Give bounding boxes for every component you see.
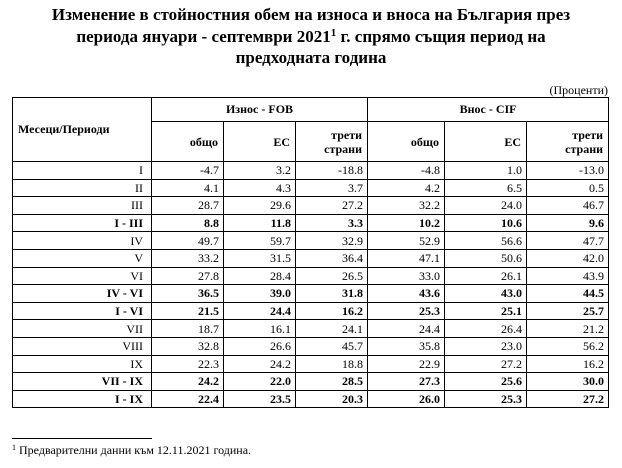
- col-import-total: общо: [368, 122, 445, 162]
- col-import-third-line1: трети: [572, 127, 604, 142]
- value-cell: -18.8: [296, 162, 368, 180]
- value-cell: 31.8: [296, 285, 368, 303]
- footnote-text: Предварителни данни към 12.11.2021 година.: [16, 443, 252, 457]
- title-line-2: [0, 26, 622, 48]
- value-cell: 25.7: [527, 302, 609, 320]
- period-label: VII: [13, 320, 152, 338]
- value-cell: 29.6: [224, 197, 296, 215]
- value-cell: 16.1: [224, 320, 296, 338]
- value-cell: 24.2: [224, 355, 296, 373]
- table-row: [13, 214, 609, 232]
- col-export-third-line2: страни: [324, 141, 363, 156]
- value-cell: 4.3: [224, 179, 296, 197]
- title-line-2-text: периода януари - септември 2021: [76, 26, 331, 46]
- value-cell: 28.5: [296, 373, 368, 391]
- value-cell: 18.7: [152, 320, 224, 338]
- value-cell: -13.0: [527, 162, 609, 180]
- value-cell: 26.5: [296, 267, 368, 285]
- table-row: [13, 179, 609, 197]
- value-cell: 26.1: [445, 267, 527, 285]
- value-cell: 8.8: [152, 214, 224, 232]
- value-cell: 22.0: [224, 373, 296, 391]
- period-label: VIII: [13, 337, 152, 355]
- col-export-eu: ЕС: [224, 122, 296, 162]
- period-label: IV: [13, 232, 152, 250]
- footnote: [12, 443, 251, 458]
- period-label: IX: [13, 355, 152, 373]
- period-label: VI: [13, 267, 152, 285]
- period-label: I: [13, 162, 152, 180]
- value-cell: 43.9: [527, 267, 609, 285]
- value-cell: 24.4: [368, 320, 445, 338]
- col-import-eu: ЕС: [445, 122, 527, 162]
- title-line-2-tail: г. спрямо същия период на: [336, 26, 546, 46]
- table-row: [13, 355, 609, 373]
- page-title: [0, 4, 622, 69]
- value-cell: 22.9: [368, 355, 445, 373]
- value-cell: 28.7: [152, 197, 224, 215]
- value-cell: 25.6: [445, 373, 527, 391]
- export-header: Износ - FOB: [152, 98, 368, 122]
- value-cell: 32.2: [368, 197, 445, 215]
- value-cell: 39.0: [224, 285, 296, 303]
- col-export-third-line1: трети: [331, 127, 363, 142]
- footnote-marker: 1: [12, 443, 16, 452]
- value-cell: 56.6: [445, 232, 527, 250]
- value-cell: 6.5: [445, 179, 527, 197]
- value-cell: 49.7: [152, 232, 224, 250]
- value-cell: 26.6: [224, 337, 296, 355]
- value-cell: 24.2: [152, 373, 224, 391]
- period-label: I - III: [13, 214, 152, 232]
- value-cell: 56.2: [527, 337, 609, 355]
- value-cell: 22.3: [152, 355, 224, 373]
- value-cell: 10.6: [445, 214, 527, 232]
- value-cell: 10.2: [368, 214, 445, 232]
- value-cell: 23.5: [224, 390, 296, 408]
- value-cell: 47.7: [527, 232, 609, 250]
- value-cell: 44.5: [527, 285, 609, 303]
- value-cell: 52.9: [368, 232, 445, 250]
- value-cell: 26.0: [368, 390, 445, 408]
- value-cell: 4.1: [152, 179, 224, 197]
- value-cell: 0.5: [527, 179, 609, 197]
- value-cell: 21.5: [152, 302, 224, 320]
- trade-table: [12, 97, 609, 408]
- value-cell: 31.5: [224, 249, 296, 267]
- period-label: I - VI: [13, 302, 152, 320]
- period-label: III: [13, 197, 152, 215]
- value-cell: 3.2: [224, 162, 296, 180]
- value-cell: 32.9: [296, 232, 368, 250]
- table-row: [13, 373, 609, 391]
- value-cell: 28.4: [224, 267, 296, 285]
- header-row-groups: [13, 98, 609, 122]
- table-row: [13, 267, 609, 285]
- table-row: [13, 320, 609, 338]
- row-header: Месеци/Периоди: [13, 98, 152, 162]
- value-cell: 36.5: [152, 285, 224, 303]
- value-cell: 3.3: [296, 214, 368, 232]
- value-cell: 36.4: [296, 249, 368, 267]
- value-cell: 9.6: [527, 214, 609, 232]
- table-row: [13, 337, 609, 355]
- value-cell: 23.0: [445, 337, 527, 355]
- value-cell: 46.7: [527, 197, 609, 215]
- value-cell: 1.0: [445, 162, 527, 180]
- value-cell: 3.7: [296, 179, 368, 197]
- value-cell: 24.1: [296, 320, 368, 338]
- period-label: IV - VI: [13, 285, 152, 303]
- value-cell: 18.8: [296, 355, 368, 373]
- period-label: VII - IX: [13, 373, 152, 391]
- value-cell: 33.2: [152, 249, 224, 267]
- period-label: I - IX: [13, 390, 152, 408]
- table-row: [13, 197, 609, 215]
- value-cell: 27.2: [445, 355, 527, 373]
- value-cell: -4.8: [368, 162, 445, 180]
- col-export-third: [296, 122, 368, 162]
- value-cell: 25.1: [445, 302, 527, 320]
- value-cell: 27.2: [296, 197, 368, 215]
- value-cell: 16.2: [296, 302, 368, 320]
- col-import-third-line2: страни: [565, 141, 604, 156]
- value-cell: 47.1: [368, 249, 445, 267]
- value-cell: 27.3: [368, 373, 445, 391]
- value-cell: 59.7: [224, 232, 296, 250]
- value-cell: 50.6: [445, 249, 527, 267]
- value-cell: 27.8: [152, 267, 224, 285]
- value-cell: 25.3: [445, 390, 527, 408]
- import-header: Внос - CIF: [368, 98, 609, 122]
- value-cell: 26.4: [445, 320, 527, 338]
- table-row: [13, 162, 609, 180]
- table-body: [13, 162, 609, 408]
- value-cell: -4.7: [152, 162, 224, 180]
- table-row: [13, 249, 609, 267]
- value-cell: 4.2: [368, 179, 445, 197]
- value-cell: 33.0: [368, 267, 445, 285]
- title-line-1: Изменение в стойностния обем на износа и вноса на България през: [51, 5, 571, 24]
- value-cell: 43.6: [368, 285, 445, 303]
- footnote-ref: 1: [330, 26, 337, 39]
- value-cell: 21.2: [527, 320, 609, 338]
- value-cell: 42.0: [527, 249, 609, 267]
- value-cell: 24.4: [224, 302, 296, 320]
- value-cell: 25.3: [368, 302, 445, 320]
- value-cell: 11.8: [224, 214, 296, 232]
- value-cell: 45.7: [296, 337, 368, 355]
- value-cell: 30.0: [527, 373, 609, 391]
- period-label: V: [13, 249, 152, 267]
- period-label: II: [13, 179, 152, 197]
- value-cell: 22.4: [152, 390, 224, 408]
- value-cell: 20.3: [296, 390, 368, 408]
- value-cell: 24.0: [445, 197, 527, 215]
- value-cell: 16.2: [527, 355, 609, 373]
- col-import-third: [527, 122, 609, 162]
- title-line-3: предходната година: [235, 48, 387, 67]
- value-cell: 32.8: [152, 337, 224, 355]
- footnote-divider: [12, 438, 152, 439]
- table-row: [13, 390, 609, 408]
- table-row: [13, 232, 609, 250]
- col-export-total: общо: [152, 122, 224, 162]
- value-cell: 27.2: [527, 390, 609, 408]
- unit-label: (Проценти): [549, 83, 608, 97]
- value-cell: 35.8: [368, 337, 445, 355]
- table-row: [13, 302, 609, 320]
- table-row: [13, 285, 609, 303]
- value-cell: 43.0: [445, 285, 527, 303]
